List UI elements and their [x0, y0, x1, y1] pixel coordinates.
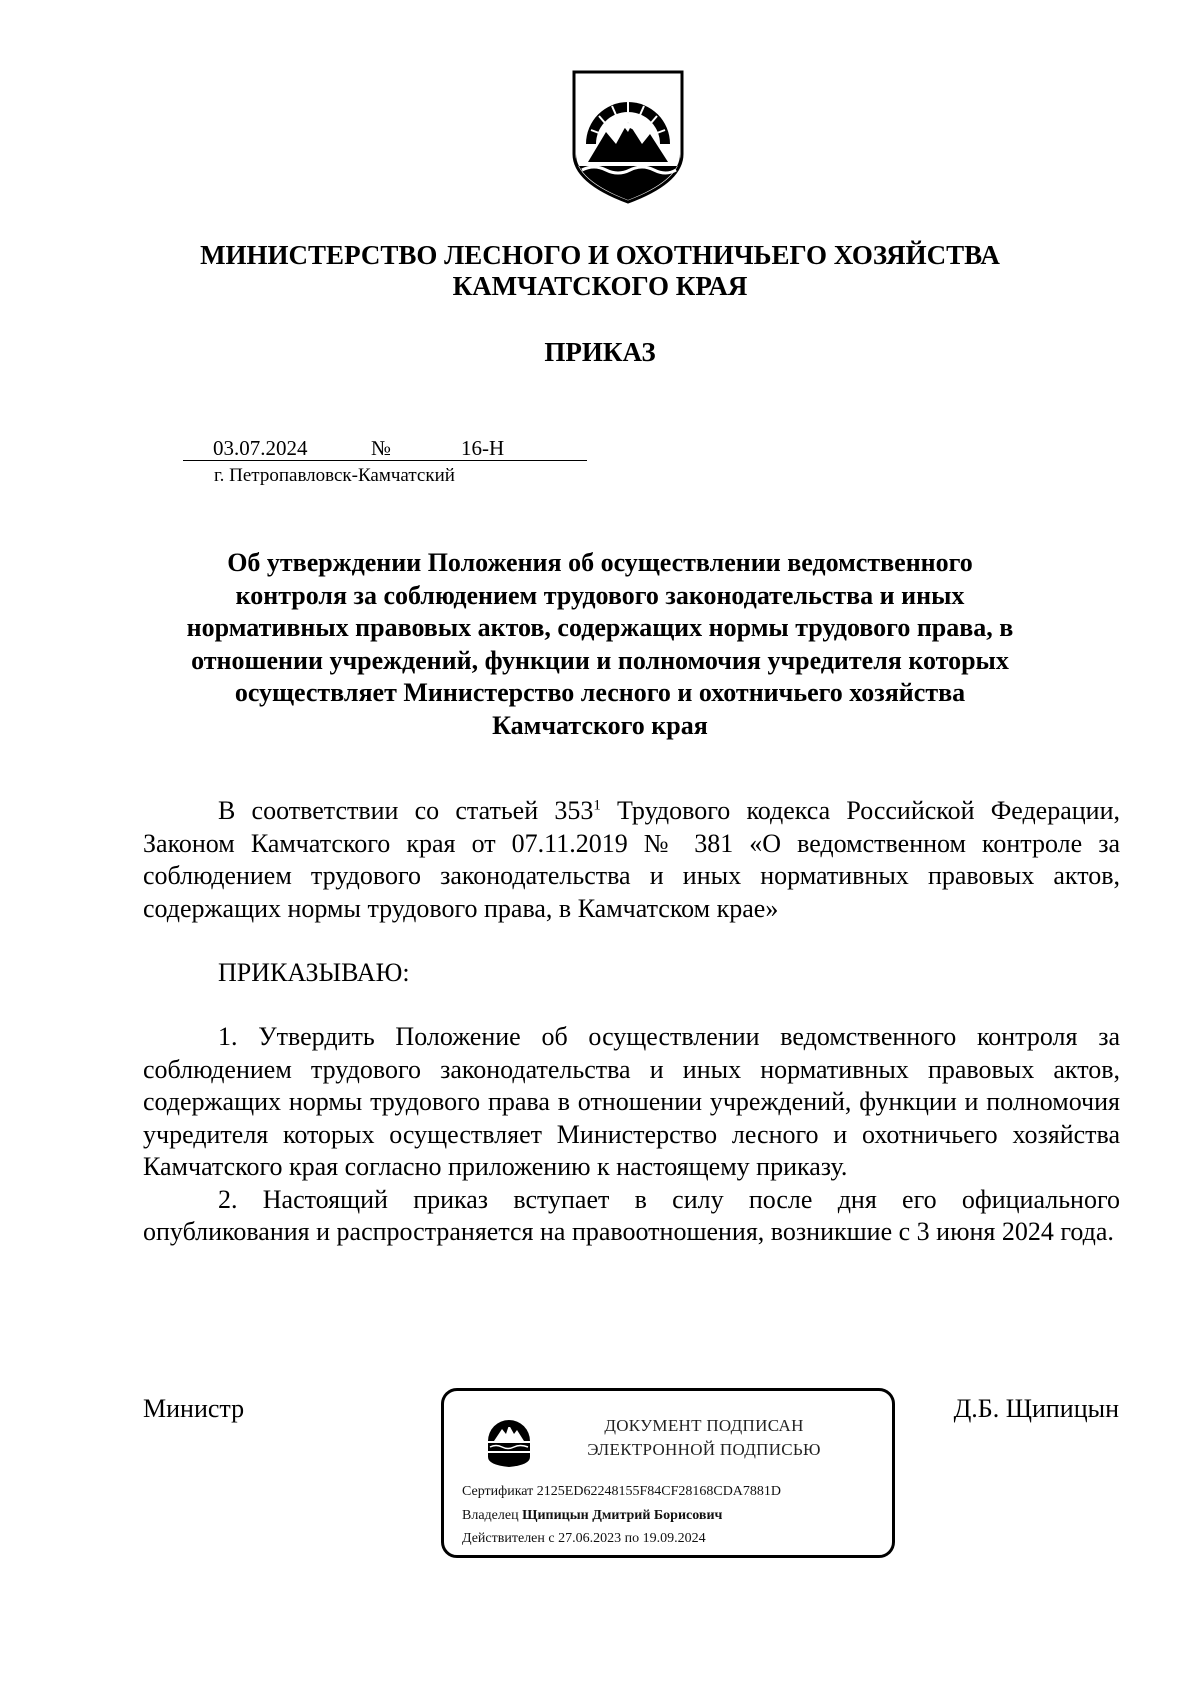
valid-to: 19.09.2024 — [642, 1531, 706, 1546]
document-type: ПРИКАЗ — [544, 337, 656, 367]
electronic-signature-stamp — [441, 1388, 895, 1558]
validity-row — [462, 1531, 706, 1547]
legal-basis-start: В соответствии со статьей 353 — [218, 796, 594, 825]
legal-basis-rest: Трудового кодекса Российской Федерации, Законом Камчатского края от 07.11.2019 № 381 «О ведомственном контроле за соблюдением трудового законодательства и иных нормативных правовых актов, содержащих нормы трудового права, в Камчатском крае» — [143, 796, 1120, 923]
subject-line: Камчатского края — [492, 710, 708, 740]
ministry-name — [0, 240, 1200, 302]
order-subject — [160, 547, 1040, 742]
article-superscript: 1 — [593, 797, 601, 814]
order-item-2: 2. Настоящий приказ вступает в силу после дня его официального опубликования и распространяется на правоотношения, возникшие с 3 июня 2024 года. — [143, 1184, 1120, 1246]
subject-line: осуществляет Министерство лесного и охотничьего хозяйства — [234, 678, 966, 707]
kamchatka-coat-of-arms-icon — [484, 1415, 534, 1467]
subject-line: Об утверждении Положения об осуществлении ведомственного — [227, 548, 973, 577]
certificate-row — [462, 1484, 781, 1500]
signatory-name: Д.Б. Щипицын — [953, 1394, 1119, 1423]
owner-label: Владелец — [462, 1508, 519, 1523]
stamp-title — [554, 1414, 854, 1462]
date-number-line — [183, 434, 587, 461]
valid-to-prefix: по — [624, 1531, 640, 1546]
stamp-title-line2: ЭЛЕКТРОННОЙ ПОДПИСЬЮ — [587, 1440, 821, 1459]
order-items — [143, 1021, 1120, 1249]
ministry-name-line2: КАМЧАТСКОГО КРАЯ — [452, 271, 748, 301]
certificate-value: 2125ED62248155F84CF28168CDA7881D — [536, 1484, 782, 1499]
legal-basis-paragraph — [143, 795, 1120, 925]
order-item-1: 1. Утвердить Положение об осуществлении ведомственного контроля за соблюдением трудового законодательства и иных нормативных правовых актов, содержащих нормы трудового права в отношении учреждений, функции и полномочия учредителя которых осуществляет Министерство лесного и охотничьего хозяйства Камчатского края согласно приложению к настоящему приказу. — [143, 1022, 1120, 1181]
issue-place: г. Петропавловск-Камчатский — [214, 465, 455, 486]
order-number: 16-Н — [461, 436, 505, 460]
valid-from: 27.06.2023 — [558, 1531, 622, 1546]
kamchatka-coat-of-arms-icon — [572, 70, 684, 204]
subject-line: отношении учреждений, функции и полномочия учредителя которых — [191, 645, 1009, 675]
signatory-position: Министр — [143, 1394, 245, 1423]
number-sign: № — [371, 436, 392, 460]
owner-value: Щипицын Дмитрий Борисович — [522, 1508, 723, 1523]
order-directive: ПРИКАЗЫВАЮ: — [218, 958, 410, 987]
subject-line: контроля за соблюдением трудового законодательства и иных — [235, 580, 965, 610]
subject-line: нормативных правовых актов, содержащих нормы трудового права, в — [186, 613, 1014, 642]
certificate-label: Сертификат — [462, 1484, 534, 1499]
owner-row — [462, 1508, 722, 1524]
stamp-title-line1: ДОКУМЕНТ ПОДПИСАН — [604, 1416, 804, 1435]
valid-from-prefix: с — [548, 1531, 555, 1546]
order-date: 03.07.2024 — [213, 436, 308, 460]
valid-label: Действителен — [462, 1531, 545, 1546]
ministry-name-line1: МИНИСТЕРСТВО ЛЕСНОГО И ОХОТНИЧЬЕГО ХОЗЯЙСТВА — [200, 240, 1000, 270]
